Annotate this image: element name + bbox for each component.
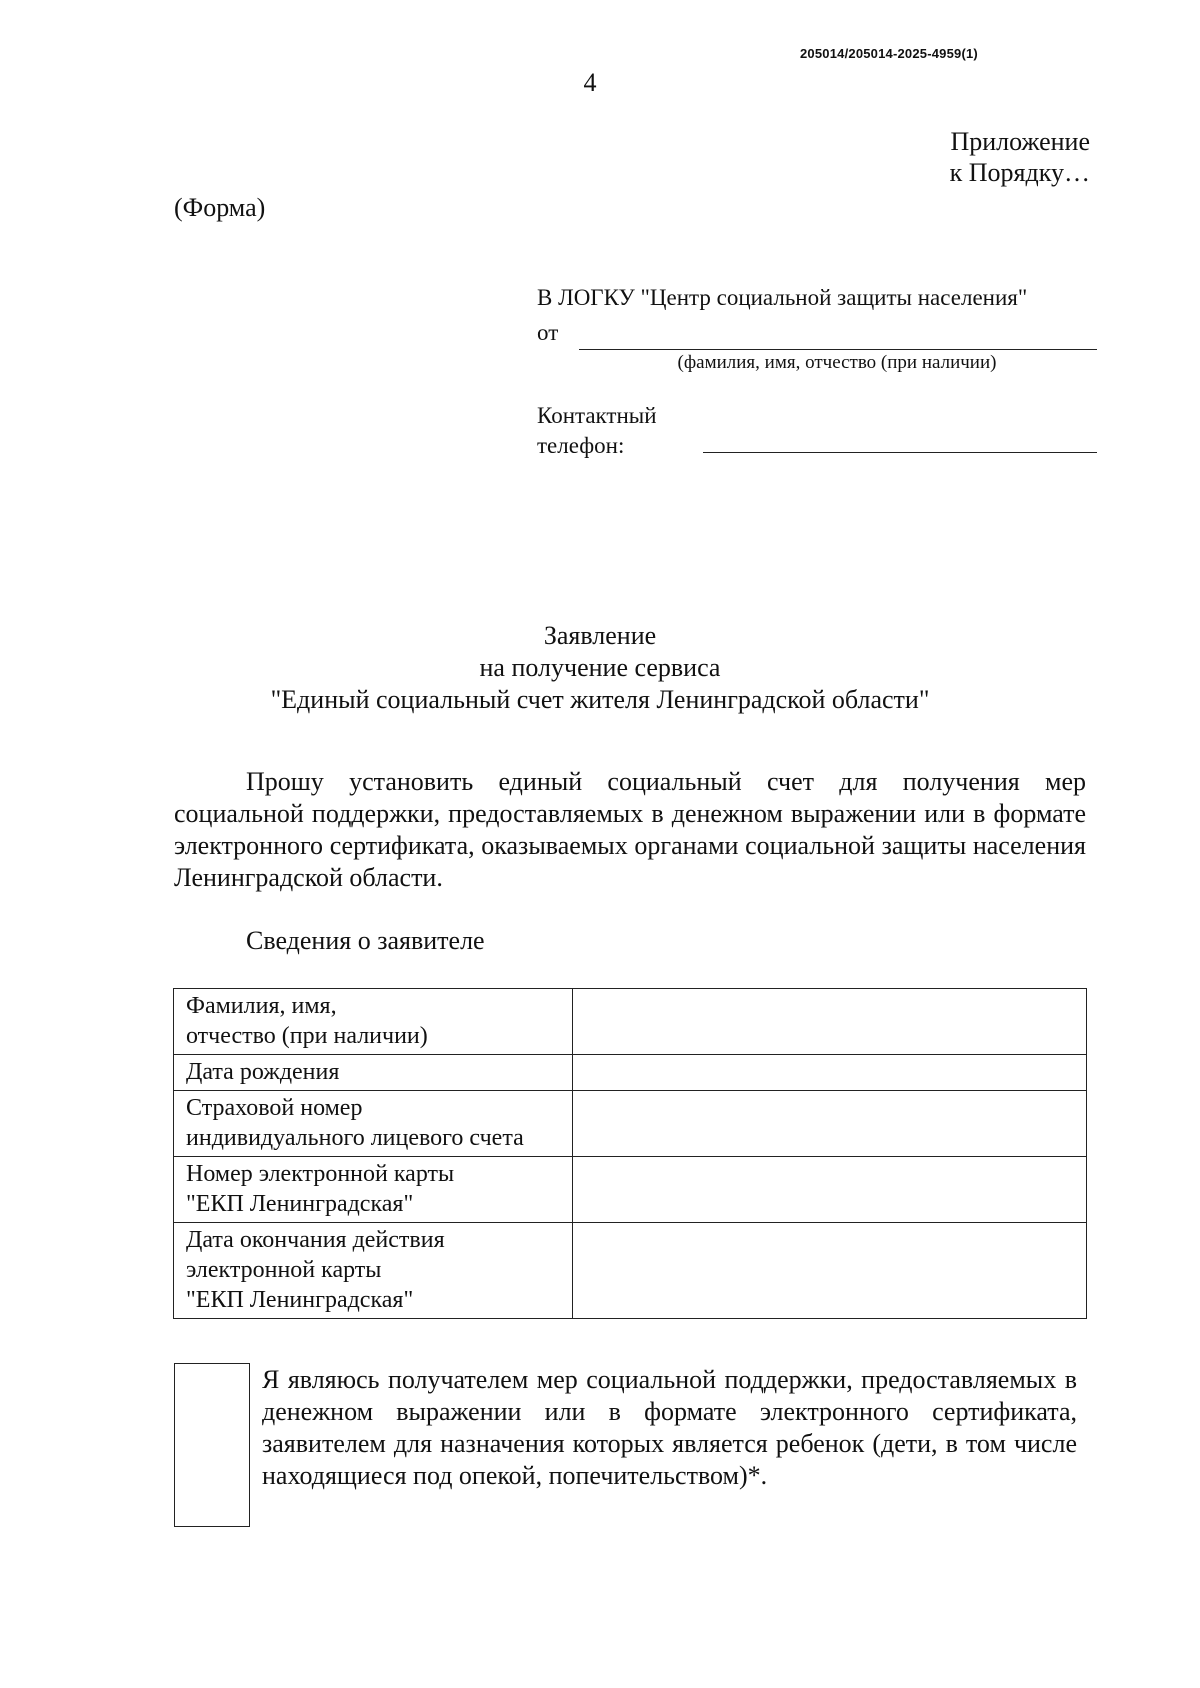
row-label-line: "ЕКП Ленинградская" [186, 1287, 414, 1313]
appendix-line-2: к Порядку… [949, 158, 1090, 187]
document-id: 205014/205014-2025-4959(1) [800, 46, 978, 61]
row-label-line: Номер электронной карты [186, 1161, 455, 1187]
from-label: от [537, 320, 559, 345]
title-line-1: Заявление [543, 621, 657, 650]
phone-label-line-1: Контактный [537, 403, 657, 428]
form-label: (Форма) [174, 193, 266, 222]
phone-label-line-2: телефон: [537, 433, 625, 458]
fio-input-line[interactable] [579, 349, 1097, 350]
page-number: 4 [583, 68, 597, 97]
appendix-line-1: Приложение [950, 127, 1090, 156]
recipient-statement: Я являюсь получателем мер социальной поддержки, предоставляемых в денежном выражении или в формате электронного сертификата, заявителем для назначения которых является ребенок (дети, в том числе находящиеся под опекой, попечительством)*. [262, 1365, 1077, 1490]
table-row [174, 989, 1087, 1055]
table-row [174, 1157, 1087, 1223]
row-label-line: Дата окончания действия [186, 1227, 445, 1253]
document-title [150, 620, 1050, 716]
title-line-2: на получение сервиса [479, 653, 721, 682]
row-label-line: электронной карты [186, 1257, 382, 1283]
row-label [174, 1157, 573, 1223]
phone-input-line[interactable] [703, 452, 1097, 453]
card-number-cell[interactable] [573, 1157, 1087, 1223]
addressee: В ЛОГКУ "Центр социальной защиты населения" [537, 285, 1028, 310]
birth-date-cell[interactable] [573, 1055, 1087, 1091]
table-row [174, 1055, 1087, 1091]
title-line-3: "Единый социальный счет жителя Ленинградской области" [270, 685, 930, 714]
row-label-line: Дата рождения [186, 1059, 340, 1085]
appendix-reference [820, 126, 1090, 188]
table-row [174, 1091, 1087, 1157]
row-label [174, 989, 573, 1055]
row-label-line: индивидуального лицевого счета [186, 1125, 524, 1151]
row-label [174, 1223, 573, 1319]
recipient-checkbox[interactable] [174, 1363, 250, 1527]
applicant-info-table [173, 988, 1087, 1319]
row-label-line: "ЕКП Ленинградская" [186, 1191, 414, 1217]
row-label-line: Фамилия, имя, [186, 993, 337, 1019]
card-expiry-cell[interactable] [573, 1223, 1087, 1319]
snils-cell[interactable] [573, 1091, 1087, 1157]
table-row [174, 1223, 1087, 1319]
applicant-section-label: Сведения о заявителе [246, 926, 485, 955]
row-label [174, 1055, 573, 1091]
row-label-line: Страховой номер [186, 1095, 363, 1121]
row-label [174, 1091, 573, 1157]
fio-hint: (фамилия, имя, отчество (при наличии) [677, 352, 997, 373]
full-name-cell[interactable] [573, 989, 1087, 1055]
request-paragraph: Прошу установить единый социальный счет для получения мер социальной поддержки, предоставляемых в денежном выражении или в формате электронного сертификата, оказываемых органами социальной защиты населения Ленинградской области. [174, 767, 1086, 892]
row-label-line: отчество (при наличии) [186, 1023, 428, 1049]
from-row [537, 320, 1097, 348]
